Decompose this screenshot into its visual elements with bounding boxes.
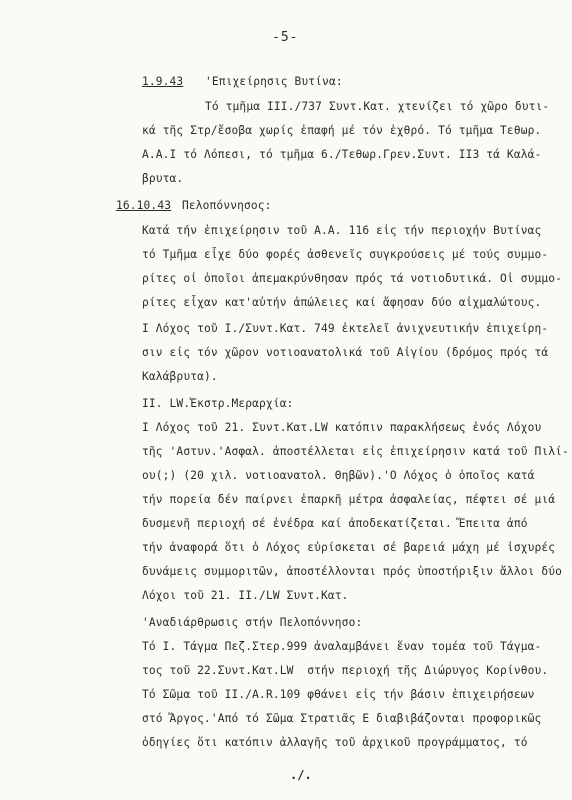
text-line: δυσμενῆ περιοχή σέ ἐνέδρα καί ἀποδεκατίζεται. Ἔπειτα ἀπό [142, 517, 528, 530]
text-line: τήν πορεία δέν παίρνει ἐπαρκῆ μέτρα ἀσφαλείας, πέφτει σέ μιά [142, 493, 556, 506]
text-line: Ι Λόχος τοῦ Ι./Συντ.Κατ. 749 ἐκτελεῖ ἀνιχνευτικήν ἐπιχείρη- [142, 322, 549, 335]
text-line: Τό Σῶμα τοῦ ΙΙ./Α.R.109 φθάνει εἰς τήν βάσιν ἐπιχειρήσεων [142, 688, 535, 701]
text-line: ὁδηγίες ὅτι κατόπιν ἀλλαγῆς τοῦ ἀρχικοῦ προγράμματος, τό [142, 736, 528, 749]
page-number: -5- [272, 30, 299, 45]
text-line: Τό τμῆμα ΙΙΙ./737 Συντ.Κατ. χτενίζει τό χῶρο δυτι- [205, 100, 550, 113]
text-line: τήν ἀναφορά ὅτι ὁ Λόχος εὑρίσκεται σέ βαρειά μάχη μέ ἰσχυρές [142, 541, 556, 554]
text-line: τό Τμῆμα εἶχε δύο φορές ἀσθενεῖς συγκρούσεις μέ τούς συμμο- [142, 248, 549, 261]
text-line: Κατά τήν ἐπιχείρησιν τοῦ Α.Α. 116 εἰς τήν περιοχήν Βυτίνας [142, 224, 542, 237]
section-date: 1.9.43 [142, 75, 184, 88]
text-line: σιν εἰς τόν χῶρον νοτιοανατολικά τοῦ Αἰγίου (δρόμος πρός τά [142, 346, 549, 359]
text-line: ου(;) (20 χιλ. νοτιοανατολ. Θηβῶν).'Ο Λόχος ὁ ὁποῖος κατά [142, 469, 535, 482]
section-heading: Πελοπόννησος: [182, 199, 272, 212]
text-line: ρίτες οἱ ὁποῖοι ἀπεμακρύνθησαν πρός τά νοτιοδυτικά. Οἱ συμμο- [142, 272, 563, 285]
text-line: τῆς 'Αστυν.'Ασφαλ. ἀποστέλλεται εἰς ἐπιχείρησιν κατά τοῦ Πιλί- [142, 445, 569, 458]
text-line: Τό Ι. Τάγμα Πεζ.Στερ.999 ἀναλαμβάνει ἕναν τομέα τοῦ Τάγμα- [142, 640, 542, 653]
text-line: Καλάβρυτα). [142, 370, 218, 383]
text-line: τος τοῦ 22.Συντ.Κατ.LW στήν περιοχή τῆς Διώρυγος Κορίνθου. [142, 664, 549, 677]
text-line: ρίτες εἶχαν κατ'αὐτήν ἀπώλειες καί ἄφησαν δύο αἰχμαλώτους. [142, 296, 542, 309]
text-line: βρυτα. [142, 172, 184, 185]
continuation-mark: ./. [290, 768, 312, 782]
text-line: Α.Α.Ι τό Λόπεσι, τό τμῆμα 6./Τεθωρ.Γρεν.Συντ. ΙΙ3 τά Καλά- [142, 148, 542, 161]
subsection-heading: ΙΙ. LW.Ἐκστρ.Μεραρχία: [142, 397, 294, 410]
text-line: Ι Λόχος τοῦ 21. Συντ.Κατ.LW κατόπιν παρακλήσεως ἑνός Λόχου [142, 421, 542, 434]
text-line: κά τῆς Στρ/ἔσοβα χωρίς ἐπαφή μέ τόν ἐχθρό. Τό τμῆμα Τεθωρ. [142, 124, 542, 137]
text-line: Λόχοι τοῦ 21. ΙΙ./LW Συντ.Κατ. [142, 589, 349, 602]
text-line: στό Ἄργος.'Από τό Σῶμα Στρατιᾶς Ε διαβιβάζονται προφορικῶς [142, 712, 542, 725]
text-line: δυνάμεις συμμοριτῶν, ἀποστέλλονται πρός ὑποστήριξιν ἄλλοι δύο [142, 565, 563, 578]
section-heading: 'Επιχείρησις Βυτίνα: [205, 75, 343, 88]
section-date: 16.10.43 [116, 199, 172, 212]
subsection-heading: 'Αναδιάρθρωσις στήν Πελοπόννησο: [142, 616, 363, 629]
